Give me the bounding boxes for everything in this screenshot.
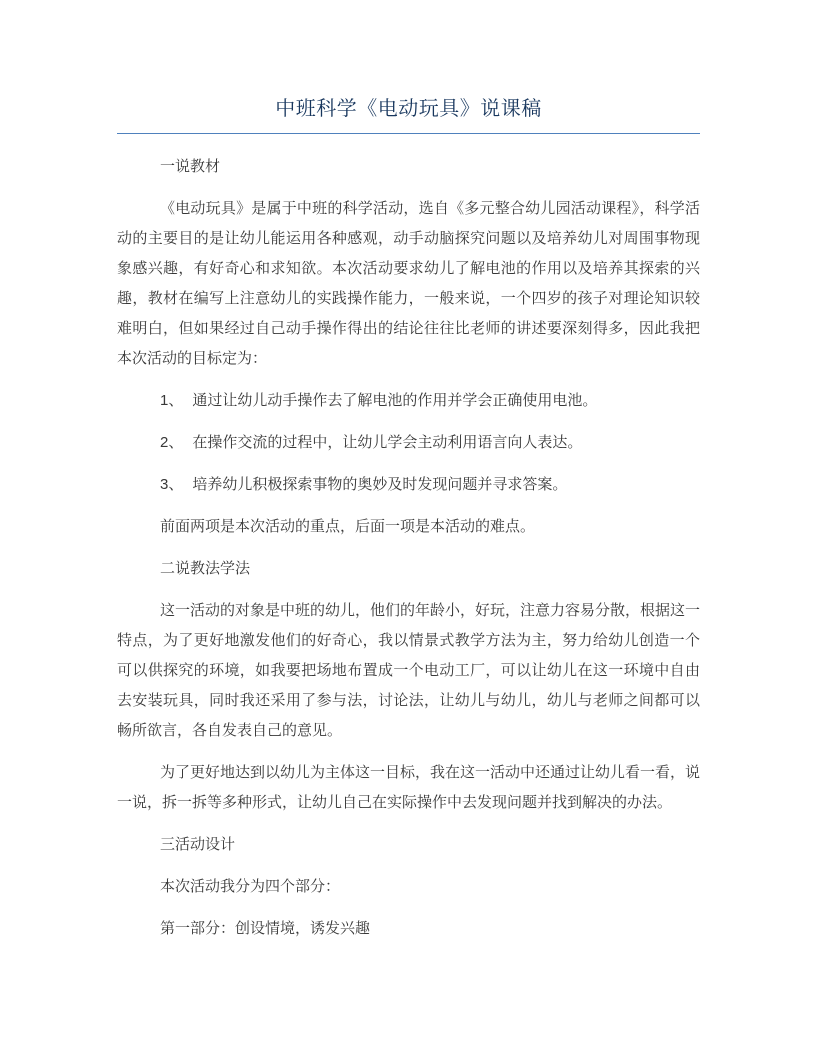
body-paragraph: 为了更好地达到以幼儿为主体这一目标，我在这一活动中还通过让幼儿看一看，说一说，拆一拆等多种形式，让幼儿自己在实际操作中去发现问题并找到解决的办法。 [117,764,701,811]
document-body [117,152,700,944]
document-title: 中班科学《电动玩具》说课稿 [117,94,700,134]
body-paragraph: 第一部分：创设情境，诱发兴趣 [160,920,371,937]
body-paragraph: 本次活动我分为四个部分： [160,878,341,895]
list-item-text: 培养幼儿积极探索事物的奥妙及时发现问题并寻求答案。 [192,476,568,493]
section-heading: 一说教材 [160,158,221,175]
section-heading: 三活动设计 [160,836,236,853]
list-item [117,428,700,458]
section-heading: 二说教法学法 [160,560,251,577]
list-number: 1、 [160,392,184,409]
list-item [117,386,700,416]
body-paragraph: 前面两项是本次活动的重点，后面一项是本活动的难点。 [160,518,536,535]
body-paragraph: 这一活动的对象是中班的幼儿，他们的年龄小，好玩，注意力容易分散，根据这一特点，为了更好地激发他们的好奇心，我以情景式教学方法为主，努力给幼儿创造一个可以供探究的环境，如我要把场地布置成一个电动工厂，可以让幼儿在这一环境中自由去安装玩具，同时我还采用了参与法，讨论法，让幼儿与幼儿，幼儿与老师之间都可以畅所欲言，各自发表自己的意见。 [117,602,701,739]
list-number: 3、 [160,476,184,493]
list-item-text: 通过让幼儿动手操作去了解电池的作用并学会正确使用电池。 [192,392,598,409]
body-paragraph: 《电动玩具》是属于中班的科学活动，选自《多元整合幼儿园活动课程》，科学活动的主要目的是让幼儿能运用各种感观，动手动脑探究问题以及培养幼儿对周围事物现象感兴趣，有好奇心和求知欲。本次活动要求幼儿了解电池的作用以及培养其探索的兴趣，教材在编写上注意幼儿的实践操作能力，一般来说，一个四岁的孩子对理论知识较难明白，但如果经过自己动手操作得出的结论往往比老师的讲述要深刻得多，因此我把本次活动的目标定为： [117,200,700,367]
list-item-text: 在操作交流的过程中，让幼儿学会主动利用语言向人表达。 [192,434,583,451]
list-item [117,470,700,500]
list-number: 2、 [160,434,184,451]
